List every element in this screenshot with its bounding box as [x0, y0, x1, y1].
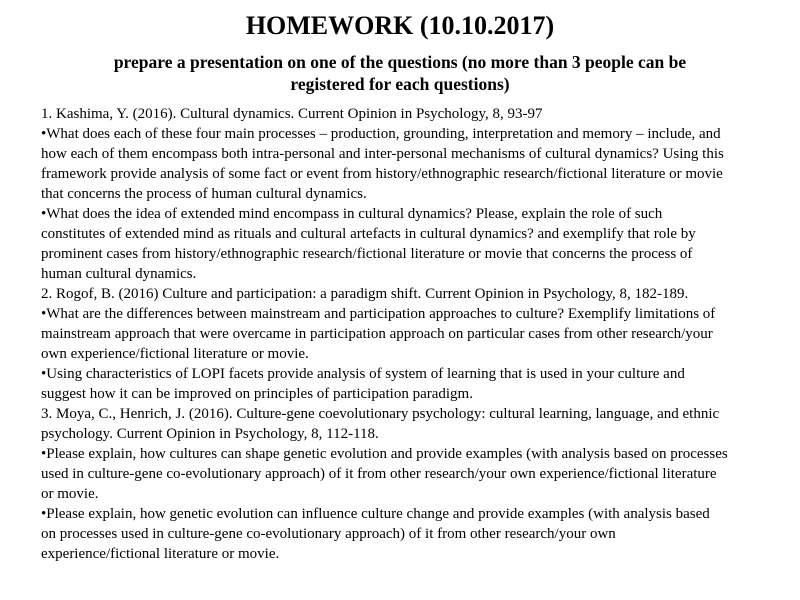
subtitle: [60, 51, 740, 95]
text-line: experience/fictional literature or movie.: [41, 546, 280, 562]
text-line: that concerns the process of human cultural dynamics.: [41, 186, 367, 202]
subtitle-line: registered for each questions): [290, 74, 510, 94]
text-line: mainstream approach that were overcame in participation approach on particular cases from other research/your: [41, 326, 713, 342]
text-line: psychology. Current Opinion in Psychology, 8, 112-118.: [41, 426, 379, 442]
text-line: framework provide analysis of some fact or event from history/ethnographic research/fictional literature or movie: [41, 166, 723, 182]
page-title: HOMEWORK (10.10.2017): [245, 11, 555, 40]
text-line: 2. Rogof, B. (2016) Culture and participation: a paradigm shift. Current Opinion in Psychology, 8, 182-189.: [41, 286, 689, 302]
text-line: •Please explain, how cultures can shape genetic evolution and provide examples (with analysis based on processes: [41, 446, 728, 462]
text-line: 3. Moya, C., Henrich, J. (2016). Culture-gene coevolutionary psychology: cultural learning, language, and ethnic: [41, 406, 720, 422]
text-line: 1. Kashima, Y. (2016). Cultural dynamics. Current Opinion in Psychology, 8, 93-97: [41, 106, 543, 122]
text-line: •What does each of these four main processes – production, grounding, interpretation and memory – include, and: [41, 126, 721, 142]
text-line: •What are the differences between mainstream and participation approaches to culture? Exemplify limitations of: [41, 306, 716, 322]
text-line: used in culture-gene co-evolutionary approach) of it from other research/your own experience/fictional literature: [41, 466, 717, 482]
text-line: •Please explain, how genetic evolution can influence culture change and provide examples (with analysis based: [41, 506, 710, 522]
assignment-text: [41, 104, 793, 564]
text-line: •Using characteristics of LOPI facets provide analysis of system of learning that is used in your culture and: [41, 366, 685, 382]
text-line: own experience/fictional literature or movie.: [41, 346, 309, 362]
text-line: how each of them encompass both intra-personal and inter-personal mechanisms of cultural dynamics? Using this: [41, 146, 724, 162]
text-line: suggest how it can be improved on principles of participation paradigm.: [41, 386, 473, 402]
text-line: prominent cases from history/ethnographic research/fictional literature or movie that concerns the process of: [41, 246, 693, 262]
text-line: constitutes of extended mind as rituals and cultural artefacts in cultural dynamics? and exemplify that role by: [41, 226, 696, 242]
text-line: human cultural dynamics.: [41, 266, 197, 282]
text-line: •What does the idea of extended mind encompass in cultural dynamics? Please, explain the role of such: [41, 206, 663, 222]
subtitle-line: prepare a presentation on one of the questions (no more than 3 people can be: [113, 52, 687, 72]
text-line: or movie.: [41, 486, 99, 502]
text-line: on processes used in culture-gene co-evolutionary approach) of it from other research/your own: [41, 526, 616, 542]
